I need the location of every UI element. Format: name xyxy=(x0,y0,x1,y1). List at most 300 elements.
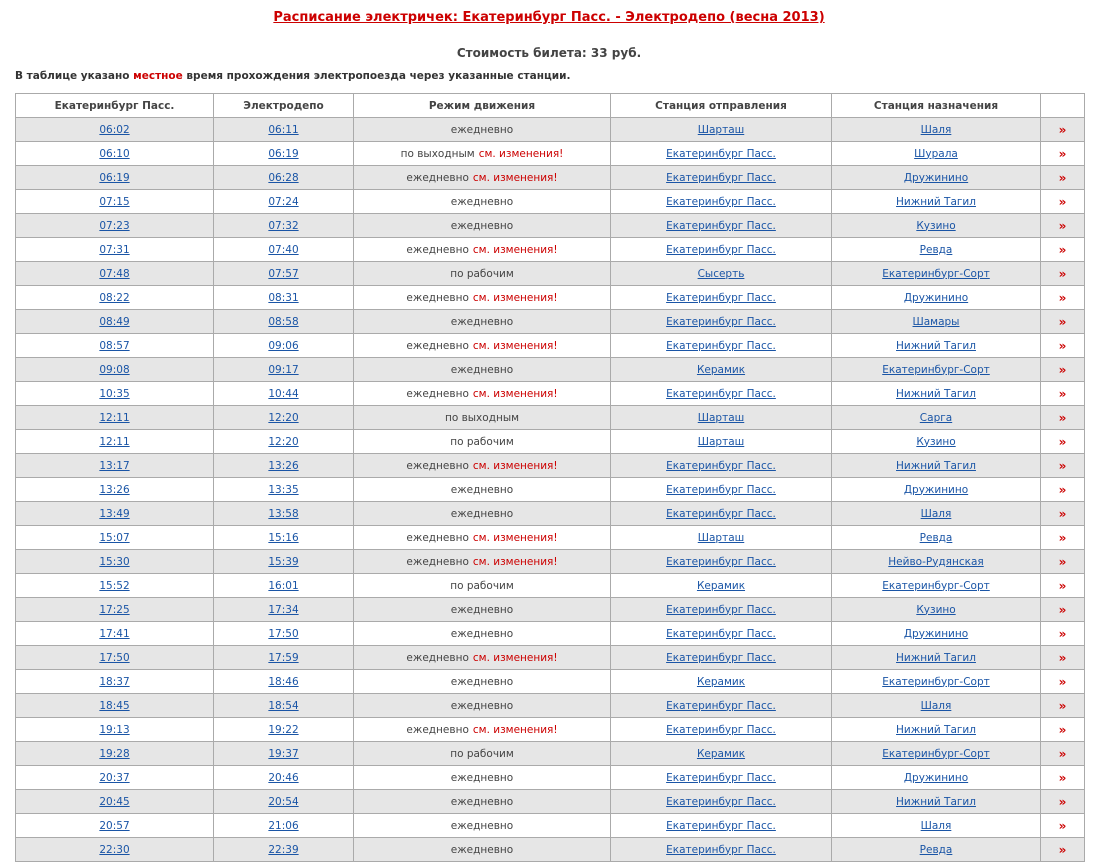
ekb-time-link[interactable]: 17:41 xyxy=(99,627,130,640)
cell-details xyxy=(1041,358,1085,382)
cell-details xyxy=(1041,526,1085,550)
cell-ekb-time xyxy=(16,718,214,742)
table-row xyxy=(16,598,1085,622)
mode-text: ежедневно xyxy=(406,339,469,352)
cell-depo-time xyxy=(214,142,354,166)
mode-text: ежедневно xyxy=(450,771,514,784)
depo-time-link[interactable]: 09:06 xyxy=(268,339,299,352)
departure-station-link[interactable]: Екатеринбург Пасс. xyxy=(666,507,776,520)
depo-time-link[interactable]: 21:06 xyxy=(268,819,299,832)
cell-details xyxy=(1041,502,1085,526)
cell-mode xyxy=(354,406,611,430)
cell-ekb-time xyxy=(16,766,214,790)
table-row xyxy=(16,718,1085,742)
details-arrow-icon[interactable]: » xyxy=(1058,626,1067,641)
cell-mode xyxy=(354,430,611,454)
destination-station-link[interactable]: Ревда xyxy=(919,531,953,544)
changes-link[interactable]: см. изменения! xyxy=(472,291,558,304)
table-row xyxy=(16,262,1085,286)
departure-station-link[interactable]: Екатеринбург Пасс. xyxy=(666,819,776,832)
destination-station-link[interactable]: Нижний Тагил xyxy=(896,651,976,664)
destination-station-link[interactable]: Дружинино xyxy=(903,171,969,184)
destination-station-link[interactable]: Екатеринбург-Сорт xyxy=(882,747,990,760)
details-arrow-icon[interactable]: » xyxy=(1058,770,1067,785)
ekb-time-link[interactable]: 12:11 xyxy=(99,435,130,448)
departure-station-link[interactable]: Екатеринбург Пасс. xyxy=(666,171,776,184)
cell-ekb-time xyxy=(16,118,214,142)
changes-link[interactable]: см. изменения! xyxy=(472,651,558,664)
table-row xyxy=(16,646,1085,670)
cell-depo-time xyxy=(214,166,354,190)
cell-departure-station xyxy=(611,382,832,406)
depo-time-link[interactable]: 20:46 xyxy=(268,771,299,784)
depo-time-link[interactable]: 09:17 xyxy=(268,363,299,376)
cell-details xyxy=(1041,718,1085,742)
destination-station-link[interactable]: Нижний Тагил xyxy=(896,795,976,808)
ekb-time-link[interactable]: 06:19 xyxy=(99,171,130,184)
mode-text: ежедневно xyxy=(450,699,514,712)
destination-station-link[interactable]: Кузино xyxy=(916,435,956,448)
details-arrow-icon[interactable]: » xyxy=(1058,722,1067,737)
cell-departure-station xyxy=(611,286,832,310)
mode-text: ежедневно xyxy=(450,843,514,856)
cell-destination-station xyxy=(832,166,1041,190)
mode-text: ежедневно xyxy=(450,507,514,520)
details-arrow-icon[interactable]: » xyxy=(1058,794,1067,809)
table-row xyxy=(16,766,1085,790)
details-arrow-icon[interactable]: » xyxy=(1058,338,1067,353)
mode-text: ежедневно xyxy=(406,243,469,256)
table-row xyxy=(16,526,1085,550)
departure-station-link[interactable]: Екатеринбург Пасс. xyxy=(666,723,776,736)
ekb-time-link[interactable]: 06:02 xyxy=(99,123,130,136)
departure-station-link[interactable]: Екатеринбург Пасс. xyxy=(666,699,776,712)
mode-text: по выходным xyxy=(400,147,475,160)
details-arrow-icon[interactable]: » xyxy=(1058,746,1067,761)
cell-ekb-time xyxy=(16,238,214,262)
ekb-time-link[interactable]: 19:28 xyxy=(99,747,130,760)
departure-station-link[interactable]: Шарташ xyxy=(697,435,745,448)
ekb-time-link[interactable]: 08:49 xyxy=(99,315,130,328)
departure-station-link[interactable]: Шарташ xyxy=(697,411,745,424)
cell-mode xyxy=(354,526,611,550)
departure-station-link[interactable]: Екатеринбург Пасс. xyxy=(666,219,776,232)
cell-mode xyxy=(354,574,611,598)
table-row xyxy=(16,622,1085,646)
details-arrow-icon[interactable]: » xyxy=(1058,314,1067,329)
ekb-time-link[interactable]: 07:23 xyxy=(99,219,130,232)
depo-time-link[interactable]: 15:16 xyxy=(268,531,299,544)
cell-ekb-time xyxy=(16,670,214,694)
cell-depo-time xyxy=(214,694,354,718)
details-arrow-icon[interactable]: » xyxy=(1058,578,1067,593)
cell-details xyxy=(1041,694,1085,718)
details-arrow-icon[interactable]: » xyxy=(1058,554,1067,569)
departure-station-link[interactable]: Екатеринбург Пасс. xyxy=(666,315,776,328)
departure-station-link[interactable]: Екатеринбург Пасс. xyxy=(666,627,776,640)
cell-depo-time xyxy=(214,358,354,382)
destination-station-link[interactable]: Шаля xyxy=(920,507,952,520)
cell-mode xyxy=(354,262,611,286)
destination-station-link[interactable]: Сарга xyxy=(919,411,953,424)
table-row xyxy=(16,574,1085,598)
depo-time-link[interactable]: 06:28 xyxy=(268,171,299,184)
cell-destination-station xyxy=(832,838,1041,862)
ekb-time-link[interactable]: 17:25 xyxy=(99,603,130,616)
details-arrow-icon[interactable]: » xyxy=(1058,146,1067,161)
cell-details xyxy=(1041,310,1085,334)
details-arrow-icon[interactable]: » xyxy=(1058,650,1067,665)
cell-details xyxy=(1041,838,1085,862)
departure-station-link[interactable]: Керамик xyxy=(696,747,746,760)
departure-station-link[interactable]: Сысерть xyxy=(697,267,745,280)
cell-mode xyxy=(354,814,611,838)
ekb-time-link[interactable]: 22:30 xyxy=(99,843,130,856)
destination-station-link[interactable]: Нижний Тагил xyxy=(896,339,976,352)
cell-depo-time xyxy=(214,118,354,142)
mode-text: ежедневно xyxy=(406,459,469,472)
details-arrow-icon[interactable]: » xyxy=(1058,818,1067,833)
table-row xyxy=(16,310,1085,334)
cell-destination-station xyxy=(832,574,1041,598)
cell-mode xyxy=(354,214,611,238)
cell-mode xyxy=(354,550,611,574)
cell-depo-time xyxy=(214,550,354,574)
details-arrow-icon[interactable]: » xyxy=(1058,842,1067,857)
cell-destination-station xyxy=(832,670,1041,694)
cell-details xyxy=(1041,646,1085,670)
cell-mode xyxy=(354,742,611,766)
ekb-time-link[interactable]: 20:45 xyxy=(99,795,130,808)
ekb-time-link[interactable]: 18:45 xyxy=(99,699,130,712)
cell-depo-time xyxy=(214,718,354,742)
changes-link[interactable]: см. изменения! xyxy=(472,723,558,736)
departure-station-link[interactable]: Шарташ xyxy=(697,531,745,544)
ekb-time-link[interactable]: 15:07 xyxy=(99,531,130,544)
ekb-time-link[interactable]: 20:57 xyxy=(99,819,130,832)
cell-departure-station xyxy=(611,502,832,526)
cell-departure-station xyxy=(611,694,832,718)
ekb-time-link[interactable]: 13:49 xyxy=(99,507,130,520)
departure-station-link[interactable]: Екатеринбург Пасс. xyxy=(666,483,776,496)
cell-ekb-time xyxy=(16,358,214,382)
depo-time-link[interactable]: 08:58 xyxy=(268,315,299,328)
depo-time-link[interactable]: 17:59 xyxy=(268,651,299,664)
cell-details xyxy=(1041,430,1085,454)
destination-station-link[interactable]: Дружинино xyxy=(903,627,969,640)
ticket-price: Стоимость билета: 33 руб. xyxy=(456,46,642,60)
details-arrow-icon[interactable]: » xyxy=(1058,506,1067,521)
destination-station-link[interactable]: Шамары xyxy=(912,315,960,328)
details-arrow-icon[interactable]: » xyxy=(1058,290,1067,305)
table-row xyxy=(16,502,1085,526)
column-header-ekb-pass: Екатеринбург Пасс. xyxy=(16,94,214,118)
cell-destination-station xyxy=(832,526,1041,550)
details-arrow-icon[interactable]: » xyxy=(1058,674,1067,689)
cell-depo-time xyxy=(214,310,354,334)
depo-time-link[interactable]: 18:46 xyxy=(268,675,299,688)
table-row xyxy=(16,358,1085,382)
changes-link[interactable]: см. изменения! xyxy=(472,171,558,184)
cell-ekb-time xyxy=(16,790,214,814)
ekb-time-link[interactable]: 09:08 xyxy=(99,363,130,376)
cell-depo-time xyxy=(214,526,354,550)
changes-link[interactable]: см. изменения! xyxy=(472,531,558,544)
departure-station-link[interactable]: Екатеринбург Пасс. xyxy=(666,843,776,856)
departure-station-link[interactable]: Екатеринбург Пасс. xyxy=(666,555,776,568)
destination-station-link[interactable]: Ревда xyxy=(919,843,953,856)
cell-destination-station xyxy=(832,430,1041,454)
destination-station-link[interactable]: Шаля xyxy=(920,123,952,136)
depo-time-link[interactable]: 17:50 xyxy=(268,627,299,640)
mode-text: ежедневно xyxy=(450,483,514,496)
mode-text: по рабочим xyxy=(450,747,514,760)
details-arrow-icon[interactable]: » xyxy=(1058,266,1067,281)
ekb-time-link[interactable]: 13:17 xyxy=(99,459,130,472)
cell-depo-time xyxy=(214,262,354,286)
cell-mode xyxy=(354,790,611,814)
departure-station-link[interactable]: Керамик xyxy=(696,363,746,376)
cell-departure-station xyxy=(611,622,832,646)
ekb-time-link[interactable]: 07:31 xyxy=(99,243,130,256)
cell-departure-station xyxy=(611,118,832,142)
departure-station-link[interactable]: Екатеринбург Пасс. xyxy=(666,291,776,304)
mode-text: ежедневно xyxy=(406,531,469,544)
details-arrow-icon[interactable]: » xyxy=(1058,122,1067,137)
ekb-time-link[interactable]: 15:52 xyxy=(99,579,130,592)
page-title-link[interactable]: Расписание электричек: Екатеринбург Пасс. - Электродепо (весна 2013) xyxy=(273,10,825,25)
cell-destination-station xyxy=(832,646,1041,670)
ekb-time-link[interactable]: 08:57 xyxy=(99,339,130,352)
cell-mode xyxy=(354,694,611,718)
schedule-table xyxy=(15,93,1085,862)
depo-time-link[interactable]: 19:37 xyxy=(268,747,299,760)
depo-time-link[interactable]: 06:11 xyxy=(268,123,299,136)
destination-station-link[interactable]: Нейво-Рудянская xyxy=(888,555,984,568)
cell-departure-station xyxy=(611,238,832,262)
destination-station-link[interactable]: Кузино xyxy=(916,603,956,616)
mode-text: ежедневно xyxy=(450,627,514,640)
changes-link[interactable]: см. изменения! xyxy=(472,555,558,568)
destination-station-link[interactable]: Нижний Тагил xyxy=(896,459,976,472)
cell-destination-station xyxy=(832,262,1041,286)
details-arrow-icon[interactable]: » xyxy=(1058,410,1067,425)
destination-station-link[interactable]: Шурала xyxy=(914,147,958,160)
depo-time-link[interactable]: 07:40 xyxy=(268,243,299,256)
depo-time-link[interactable]: 13:35 xyxy=(268,483,299,496)
cell-ekb-time xyxy=(16,838,214,862)
table-row xyxy=(16,742,1085,766)
page-title xyxy=(0,10,1098,25)
cell-departure-station xyxy=(611,454,832,478)
cell-depo-time xyxy=(214,598,354,622)
cell-destination-station xyxy=(832,478,1041,502)
cell-ekb-time xyxy=(16,334,214,358)
mode-text: по рабочим xyxy=(450,267,514,280)
depo-time-link[interactable]: 13:26 xyxy=(268,459,299,472)
cell-depo-time xyxy=(214,238,354,262)
ekb-time-link[interactable]: 15:30 xyxy=(99,555,130,568)
details-arrow-icon[interactable]: » xyxy=(1058,698,1067,713)
depo-time-link[interactable]: 13:58 xyxy=(268,507,299,520)
departure-station-link[interactable]: Екатеринбург Пасс. xyxy=(666,243,776,256)
depo-time-link[interactable]: 10:44 xyxy=(268,387,299,400)
destination-station-link[interactable]: Дружинино xyxy=(903,483,969,496)
cell-departure-station xyxy=(611,142,832,166)
cell-departure-station xyxy=(611,430,832,454)
table-row xyxy=(16,142,1085,166)
details-arrow-icon[interactable]: » xyxy=(1058,362,1067,377)
cell-depo-time xyxy=(214,622,354,646)
details-arrow-icon[interactable]: » xyxy=(1058,218,1067,233)
cell-departure-station xyxy=(611,574,832,598)
changes-link[interactable]: см. изменения! xyxy=(472,243,558,256)
ekb-time-link[interactable]: 08:22 xyxy=(99,291,130,304)
depo-time-link[interactable]: 20:54 xyxy=(268,795,299,808)
cell-destination-station xyxy=(832,790,1041,814)
cell-departure-station xyxy=(611,838,832,862)
destination-station-link[interactable]: Екатеринбург-Сорт xyxy=(882,363,990,376)
depo-time-link[interactable]: 06:19 xyxy=(268,147,299,160)
cell-departure-station xyxy=(611,406,832,430)
depo-time-link[interactable]: 07:57 xyxy=(268,267,299,280)
cell-destination-station xyxy=(832,286,1041,310)
depo-time-link[interactable]: 16:01 xyxy=(268,579,299,592)
cell-destination-station xyxy=(832,238,1041,262)
cell-ekb-time xyxy=(16,142,214,166)
depo-time-link[interactable]: 08:31 xyxy=(268,291,299,304)
cell-details xyxy=(1041,262,1085,286)
details-arrow-icon[interactable]: » xyxy=(1058,530,1067,545)
departure-station-link[interactable]: Екатеринбург Пасс. xyxy=(666,603,776,616)
changes-link[interactable]: см. изменения! xyxy=(478,147,564,160)
depo-time-link[interactable]: 15:39 xyxy=(268,555,299,568)
details-arrow-icon[interactable]: » xyxy=(1058,242,1067,257)
cell-destination-station xyxy=(832,718,1041,742)
ekb-time-link[interactable]: 07:15 xyxy=(99,195,130,208)
destination-station-link[interactable]: Ревда xyxy=(919,243,953,256)
cell-ekb-time xyxy=(16,646,214,670)
cell-destination-station xyxy=(832,694,1041,718)
table-row xyxy=(16,118,1085,142)
cell-mode xyxy=(354,670,611,694)
destination-station-link[interactable]: Кузино xyxy=(916,219,956,232)
destination-station-link[interactable]: Нижний Тагил xyxy=(896,387,976,400)
departure-station-link[interactable]: Екатеринбург Пасс. xyxy=(666,651,776,664)
ekb-time-link[interactable]: 13:26 xyxy=(99,483,130,496)
cell-ekb-time xyxy=(16,286,214,310)
cell-departure-station xyxy=(611,358,832,382)
depo-time-link[interactable]: 22:39 xyxy=(268,843,299,856)
departure-station-link[interactable]: Керамик xyxy=(696,579,746,592)
cell-destination-station xyxy=(832,382,1041,406)
ekb-time-link[interactable]: 06:10 xyxy=(99,147,130,160)
details-arrow-icon[interactable]: » xyxy=(1058,386,1067,401)
departure-station-link[interactable]: Екатеринбург Пасс. xyxy=(666,147,776,160)
cell-mode xyxy=(354,502,611,526)
departure-station-link[interactable]: Екатеринбург Пасс. xyxy=(666,195,776,208)
time-note-highlight: местное xyxy=(133,70,183,82)
departure-station-link[interactable]: Екатеринбург Пасс. xyxy=(666,459,776,472)
cell-departure-station xyxy=(611,526,832,550)
destination-station-link[interactable]: Екатеринбург-Сорт xyxy=(882,267,990,280)
destination-station-link[interactable]: Шаля xyxy=(920,819,952,832)
cell-details xyxy=(1041,238,1085,262)
destination-station-link[interactable]: Нижний Тагил xyxy=(896,195,976,208)
depo-time-link[interactable]: 07:24 xyxy=(268,195,299,208)
destination-station-link[interactable]: Дружинино xyxy=(903,771,969,784)
cell-ekb-time xyxy=(16,406,214,430)
ekb-time-link[interactable]: 19:13 xyxy=(99,723,130,736)
table-row xyxy=(16,694,1085,718)
destination-station-link[interactable]: Нижний Тагил xyxy=(896,723,976,736)
cell-ekb-time xyxy=(16,262,214,286)
ekb-time-link[interactable]: 18:37 xyxy=(99,675,130,688)
cell-mode xyxy=(354,334,611,358)
cell-depo-time xyxy=(214,214,354,238)
ekb-time-link[interactable]: 20:37 xyxy=(99,771,130,784)
mode-text: ежедневно xyxy=(450,123,514,136)
cell-details xyxy=(1041,406,1085,430)
details-arrow-icon[interactable]: » xyxy=(1058,434,1067,449)
departure-station-link[interactable]: Екатеринбург Пасс. xyxy=(666,387,776,400)
departure-station-link[interactable]: Шарташ xyxy=(697,123,745,136)
ekb-time-link[interactable]: 10:35 xyxy=(99,387,130,400)
ekb-time-link[interactable]: 17:50 xyxy=(99,651,130,664)
cell-ekb-time xyxy=(16,190,214,214)
details-arrow-icon[interactable]: » xyxy=(1058,602,1067,617)
cell-depo-time xyxy=(214,742,354,766)
cell-destination-station xyxy=(832,406,1041,430)
details-arrow-icon[interactable]: » xyxy=(1058,458,1067,473)
cell-mode xyxy=(354,718,611,742)
depo-time-link[interactable]: 12:20 xyxy=(268,411,299,424)
depo-time-link[interactable]: 12:20 xyxy=(268,435,299,448)
depo-time-link[interactable]: 17:34 xyxy=(268,603,299,616)
depo-time-link[interactable]: 19:22 xyxy=(268,723,299,736)
cell-destination-station xyxy=(832,502,1041,526)
changes-link[interactable]: см. изменения! xyxy=(472,459,558,472)
depo-time-link[interactable]: 07:32 xyxy=(268,219,299,232)
departure-station-link[interactable]: Екатеринбург Пасс. xyxy=(666,795,776,808)
cell-departure-station xyxy=(611,310,832,334)
ekb-time-link[interactable]: 12:11 xyxy=(99,411,130,424)
departure-station-link[interactable]: Екатеринбург Пасс. xyxy=(666,339,776,352)
ekb-time-link[interactable]: 07:48 xyxy=(99,267,130,280)
cell-departure-station xyxy=(611,670,832,694)
changes-link[interactable]: см. изменения! xyxy=(472,339,558,352)
table-row xyxy=(16,406,1085,430)
depo-time-link[interactable]: 18:54 xyxy=(268,699,299,712)
destination-station-link[interactable]: Екатеринбург-Сорт xyxy=(882,579,990,592)
destination-station-link[interactable]: Дружинино xyxy=(903,291,969,304)
cell-departure-station xyxy=(611,478,832,502)
destination-station-link[interactable]: Екатеринбург-Сорт xyxy=(882,675,990,688)
details-arrow-icon[interactable]: » xyxy=(1058,170,1067,185)
details-arrow-icon[interactable]: » xyxy=(1058,194,1067,209)
mode-text: ежедневно xyxy=(450,363,514,376)
changes-link[interactable]: см. изменения! xyxy=(472,387,558,400)
departure-station-link[interactable]: Екатеринбург Пасс. xyxy=(666,771,776,784)
destination-station-link[interactable]: Шаля xyxy=(920,699,952,712)
cell-ekb-time xyxy=(16,430,214,454)
details-arrow-icon[interactable]: » xyxy=(1058,482,1067,497)
cell-destination-station xyxy=(832,190,1041,214)
cell-mode xyxy=(354,478,611,502)
cell-depo-time xyxy=(214,814,354,838)
departure-station-link[interactable]: Керамик xyxy=(696,675,746,688)
cell-depo-time xyxy=(214,502,354,526)
